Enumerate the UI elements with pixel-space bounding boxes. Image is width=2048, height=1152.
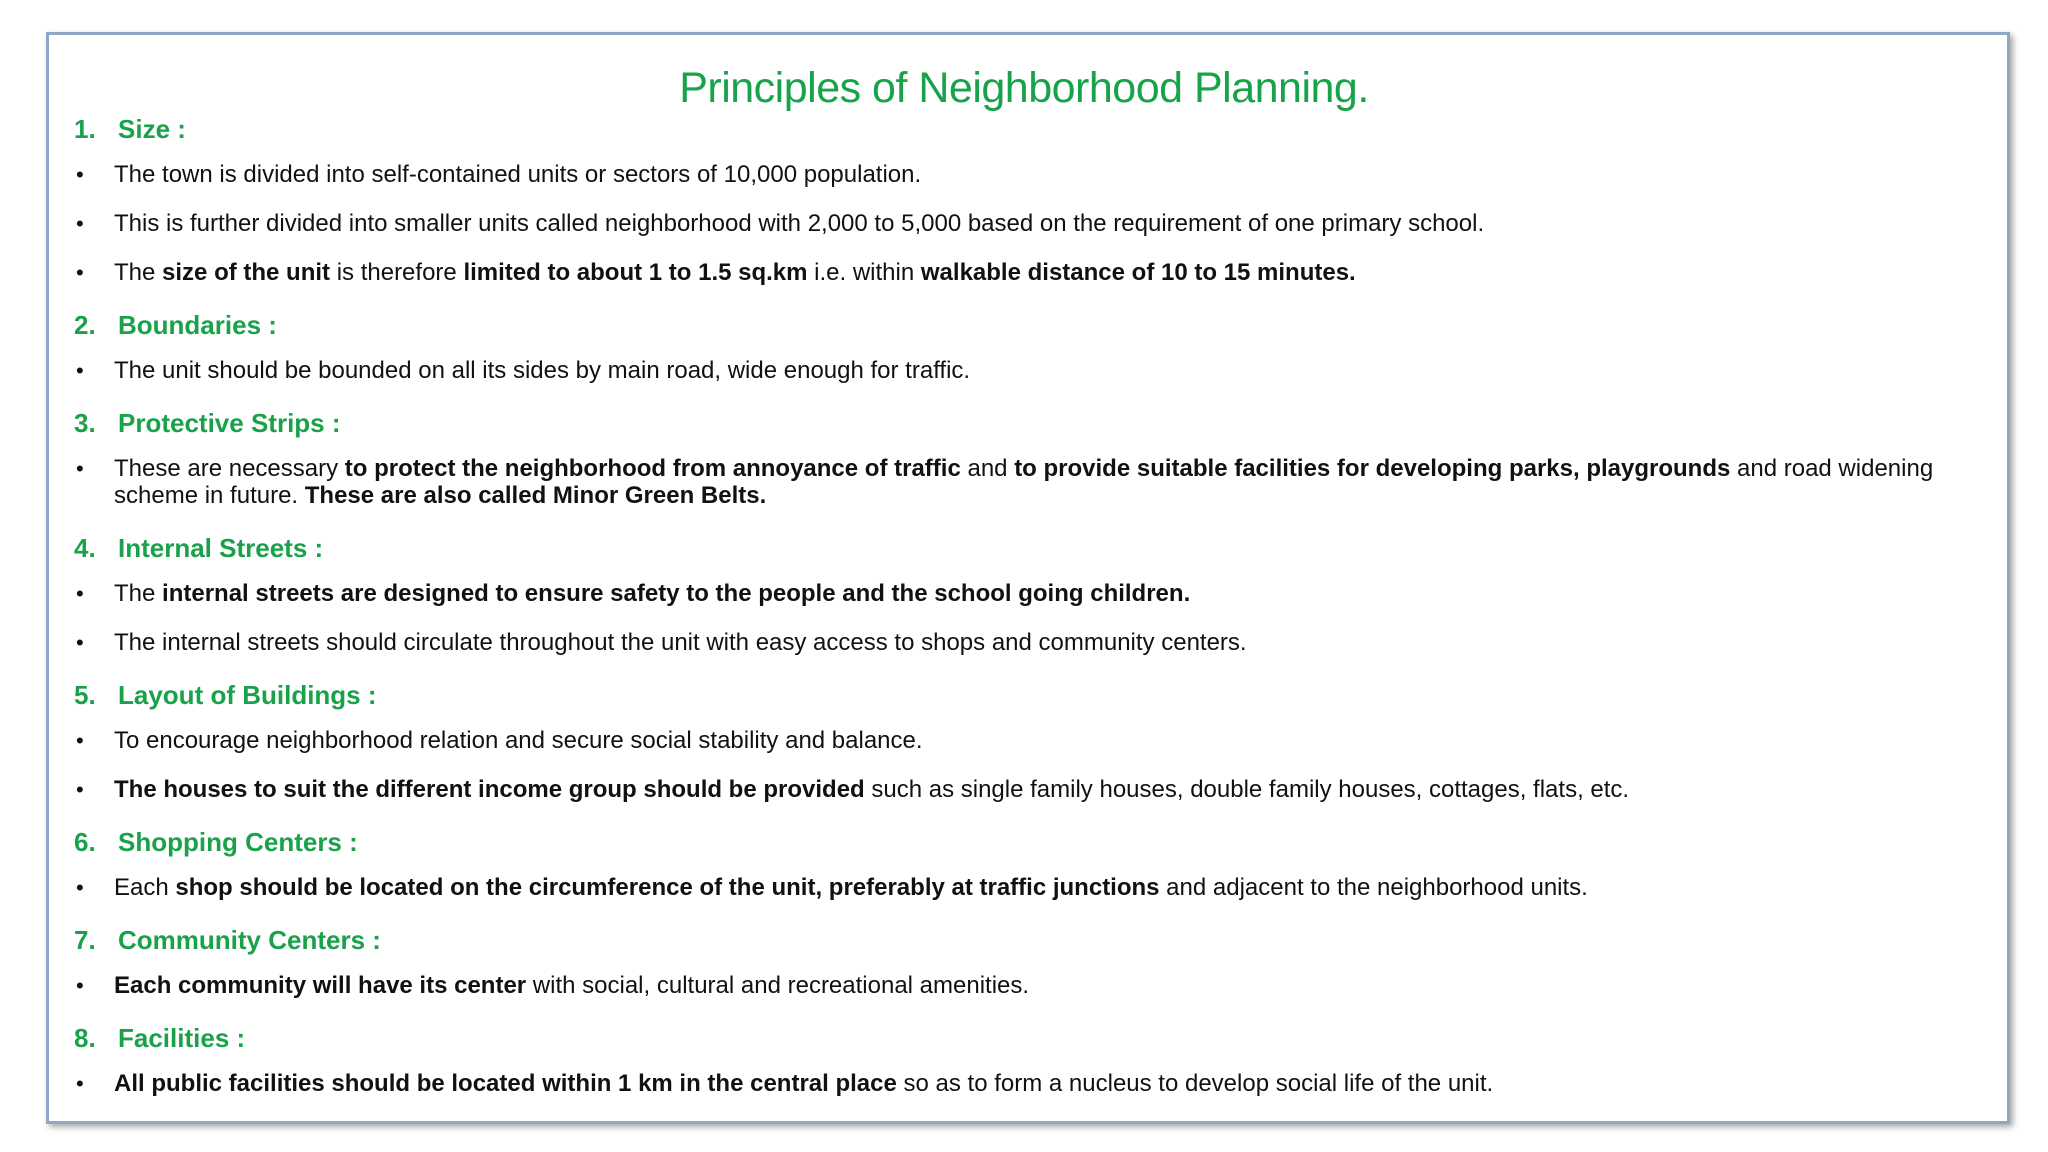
- bold-text-run: Each community will have its center: [114, 972, 527, 999]
- text-run: The town is divided into self-contained units or sectors of 10,000 population.: [114, 161, 922, 188]
- bullet-item: [74, 455, 1994, 509]
- section-heading-label: Boundaries :: [118, 310, 277, 340]
- bold-text-run: The houses to suit the different income group should be provided: [114, 776, 865, 803]
- bullet-item: [74, 357, 1994, 384]
- bold-text-run: internal streets are designed to ensure safety to the people and the school going children.: [162, 580, 1191, 607]
- text-run: such as single family houses, double family houses, cottages, flats, etc.: [864, 776, 1630, 803]
- section-heading-label: Size :: [118, 114, 186, 144]
- bullet-item: [74, 727, 1994, 754]
- bullet-dot-icon: •: [76, 211, 84, 236]
- bold-text-run: shop should be located on the circumference of the unit, preferably at traffic junctions: [175, 874, 1160, 901]
- text-run: These are necessary: [114, 455, 345, 482]
- slide-title: Principles of Neighborhood Planning.: [679, 64, 1369, 112]
- section-number: 6.: [74, 827, 96, 857]
- bold-text-run: walkable distance of 10 to 15 minutes.: [920, 259, 1356, 286]
- bullet-item: [74, 210, 1994, 237]
- bullet-dot-icon: •: [76, 456, 84, 481]
- bullet-item: [74, 972, 1994, 999]
- section-number: 2.: [74, 310, 96, 340]
- section-heading: [74, 112, 1994, 146]
- bold-text-run: to protect the neighborhood from annoyance of traffic: [344, 455, 961, 482]
- bullet-item: [74, 259, 1994, 286]
- text-run: To encourage neighborhood relation and secure social stability and balance.: [114, 727, 923, 754]
- text-run: and: [960, 455, 1015, 482]
- bold-text-run: All public facilities should be located within 1 km in the central place: [114, 1070, 897, 1097]
- section-heading: [74, 308, 1994, 342]
- section-heading: [74, 1021, 1994, 1055]
- section-heading-label: Layout of Buildings :: [118, 680, 377, 710]
- section-number: 1.: [74, 114, 96, 144]
- section-heading: [74, 406, 1994, 440]
- text-run: Each: [114, 874, 176, 901]
- bold-text-run: to provide suitable facilities for developing parks, playgrounds: [1014, 455, 1731, 482]
- bullet-dot-icon: •: [76, 260, 84, 285]
- text-run: and road widening scheme in future.: [114, 455, 1934, 509]
- bold-text-run: limited to about 1 to 1.5 sq.km: [463, 259, 808, 286]
- section-number: 4.: [74, 533, 96, 563]
- bullet-dot-icon: •: [76, 973, 84, 998]
- section-heading-label: Facilities :: [118, 1023, 246, 1053]
- text-run: This is further divided into smaller units called neighborhood with 2,000 to 5,000 based on the requirement of one primary school.: [114, 210, 1485, 237]
- bullet-dot-icon: •: [76, 630, 84, 655]
- bullet-dot-icon: •: [76, 581, 84, 606]
- section-number: 5.: [74, 680, 96, 710]
- bullet-item: [74, 161, 1994, 188]
- bullet-dot-icon: •: [76, 875, 84, 900]
- section-heading-label: Shopping Centers :: [118, 827, 358, 857]
- bullet-item: [74, 629, 1994, 656]
- text-run: The: [114, 580, 163, 607]
- section-heading-label: Community Centers :: [118, 925, 381, 955]
- text-run: i.e. within: [807, 259, 921, 286]
- text-run: is therefore: [330, 259, 464, 286]
- bullet-item: [74, 776, 1994, 803]
- section-number: 3.: [74, 408, 96, 438]
- bullet-item: [74, 580, 1994, 607]
- text-run: The unit should be bounded on all its sides by main road, wide enough for traffic.: [114, 357, 971, 384]
- text-run: The internal streets should circulate throughout the unit with easy access to shops and community centers.: [114, 629, 1247, 656]
- bullet-item: [74, 874, 1994, 901]
- section-number: 7.: [74, 925, 96, 955]
- bullet-dot-icon: •: [76, 162, 84, 187]
- section-heading: [74, 923, 1994, 957]
- slide-content: [74, 112, 1994, 1119]
- section-heading-label: Protective Strips :: [118, 408, 341, 438]
- bullet-dot-icon: •: [76, 1071, 84, 1096]
- bold-text-run: size of the unit: [162, 259, 331, 286]
- text-run: The: [114, 259, 163, 286]
- bullet-dot-icon: •: [76, 728, 84, 753]
- section-heading: [74, 531, 1994, 565]
- bullet-dot-icon: •: [76, 358, 84, 383]
- bullet-item: [74, 1070, 1994, 1097]
- text-run: so as to form a nucleus to develop social life of the unit.: [896, 1070, 1494, 1097]
- section-heading: [74, 678, 1994, 712]
- bullet-dot-icon: •: [76, 777, 84, 802]
- section-heading-label: Internal Streets :: [118, 533, 324, 563]
- text-run: and adjacent to the neighborhood units.: [1159, 874, 1588, 901]
- text-run: with social, cultural and recreational amenities.: [526, 972, 1030, 999]
- section-number: 8.: [74, 1023, 96, 1053]
- section-heading: [74, 825, 1994, 859]
- bold-text-run: These are also called Minor Green Belts.: [304, 482, 767, 509]
